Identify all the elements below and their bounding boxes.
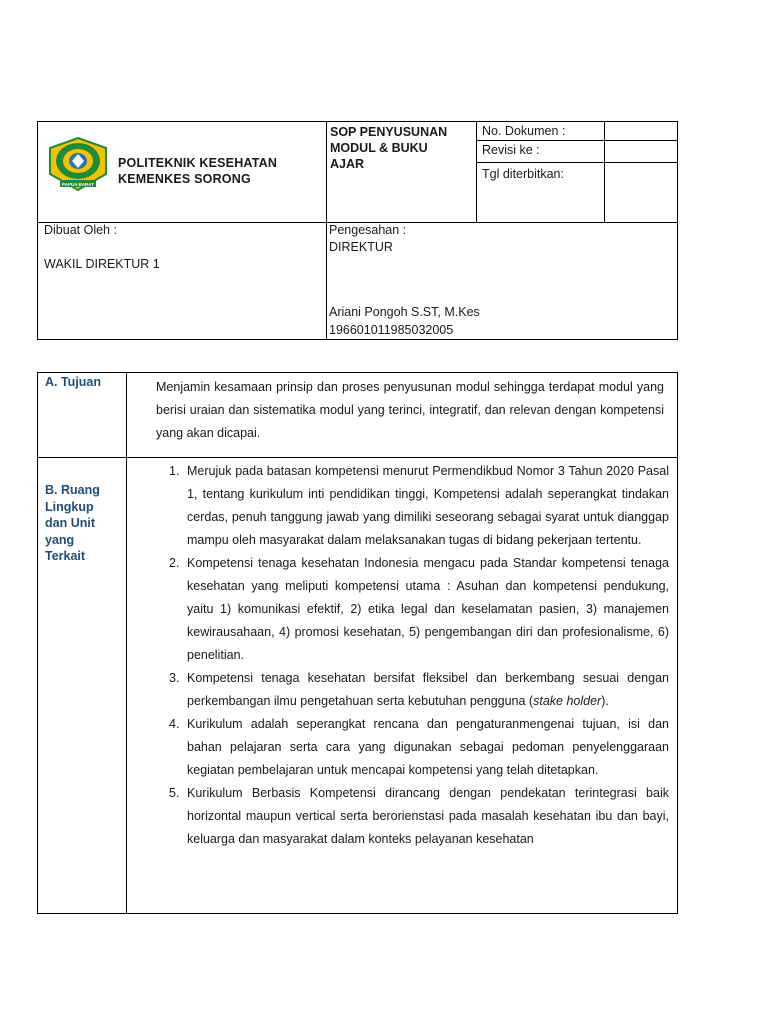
revisi-label: Revisi ke :	[482, 143, 540, 157]
section-b-label: B. Ruang Lingkup dan Unit yang Terkait	[45, 483, 100, 563]
divider	[604, 122, 605, 222]
pengesahan-nip: 196601011985032005	[329, 323, 454, 337]
pengesahan-role: DIREKTUR	[329, 240, 393, 254]
pengesahan-label: Pengesahan :	[329, 223, 407, 237]
institution-name: POLITEKNIK KESEHATAN KEMENKES SORONG	[118, 156, 278, 186]
list-item: 1. Merujuk pada batasan kompetensi menurut Permendikbud Nomor 3 Tahun 2020 Pasal 1, tentang kurikulum inti pendidikan tinggi, Kompetensi adalah seperangkat tindakan cerdas, penuh tanggung jawab yang dimiliki seseorang sebagai syarat untuk dianggap mampu oleh masyarakat dalam melaksanakan tugas di bidang pekerjaan tertentu.	[169, 464, 669, 547]
divider	[38, 457, 677, 458]
divider	[476, 140, 677, 141]
dibuat-oleh-value: WAKIL DIREKTUR 1	[44, 257, 160, 271]
section-a-label: A. Tujuan	[45, 375, 102, 389]
list-item: 3. Kompetensi tenaga kesehatan bersifat fleksibel dan berkembang sesuai dengan perkembangan ilmu pengetahuan serta kebutuhan pengguna (stake holder).	[169, 671, 669, 708]
logo-text: PAPUA BARAT	[62, 182, 94, 187]
institution-logo	[46, 136, 110, 192]
section-a-text: Menjamin kesamaan prinsip dan proses penyusunan modul sehingga terdapat modul yang berisi uraian dan sistematika modul yang terinci, integratif, dan relevan dengan kompetensi yang akan dicapai.	[156, 380, 664, 440]
divider	[326, 122, 327, 339]
list-item: 2. Kompetensi tenaga kesehatan Indonesia mengacu pada Standar kompetensi tenaga kesehatan yang meliputi kompetensi utama : Asuhan dan kompetensi pendukung, yaitu 1) komunikasi efektif, 2) etika legal dan keselamatan pasien, 3) manajemen kewirausahaan, 4) promosi kesehatan, 5) pengembangan diri dan profesionalisme, 6) penelitian.	[169, 556, 669, 662]
pengesahan-name: Ariani Pongoh S.ST, M.Kes	[329, 305, 480, 319]
tgl-diterbitkan-label: Tgl diterbitkan:	[482, 167, 564, 181]
document-header-table	[37, 121, 678, 340]
divider	[126, 373, 127, 913]
dibuat-oleh-label: Dibuat Oleh :	[44, 223, 117, 237]
sop-content-table	[37, 372, 678, 914]
divider	[476, 122, 477, 222]
sop-title: SOP PENYUSUNAN MODUL & BUKU AJAR	[330, 125, 448, 171]
no-dokumen-label: No. Dokumen :	[482, 124, 566, 138]
section-b-list	[162, 460, 669, 851]
divider	[476, 162, 677, 163]
list-item: 4. Kurikulum adalah seperangkat rencana dan pengaturanmengenai tujuan, isi dan bahan pelajaran serta cara yang digunakan sebagai pedoman penyelenggaraan kegiatan pembelajaran untuk mencapai kompetensi yang telah ditetapkan.	[169, 717, 669, 777]
list-item: 5. Kurikulum Berbasis Kompetensi dirancang dengan pendekatan terintegrasi baik horizontal maupun vertical serta berorienstasi pada masalah kesehatan ibu dan bayi, keluarga dan masyarakat dalam konteks pelayanan kesehatan	[169, 786, 669, 846]
